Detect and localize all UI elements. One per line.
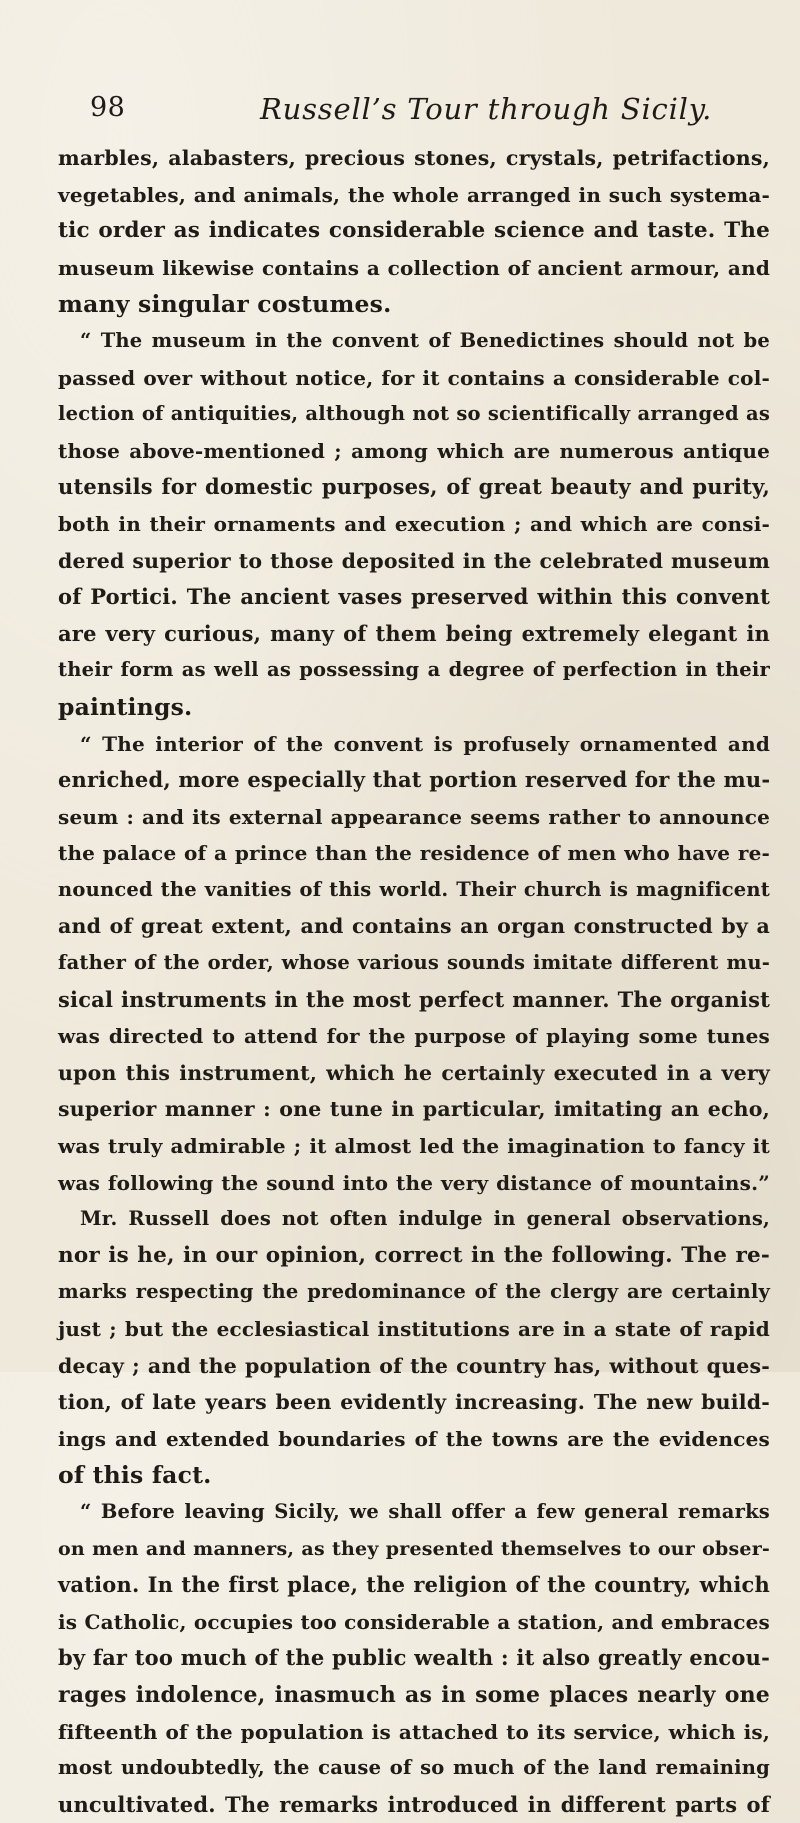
- text-line: fifteenth of the population is attached to its service, which is,: [58, 1719, 770, 1744]
- text-line: those above-mentioned ; among which are numerous antique: [58, 438, 770, 463]
- text-line: both in their ornaments and execution ; and which are consi-: [58, 511, 770, 536]
- text-line: is Catholic, occupies too considerable a station, and embraces: [58, 1609, 770, 1634]
- text-line: many singular costumes.: [58, 290, 392, 319]
- text-line: decay ; and the population of the country has, without ques-: [58, 1353, 770, 1378]
- text-line: tion, of late years been evidently increasing. The new build-: [58, 1390, 770, 1415]
- text-line: was following the sound into the very distance of mountains.”: [58, 1170, 770, 1195]
- running-head: [90, 92, 730, 132]
- text-line: paintings.: [58, 692, 193, 721]
- text-line: vegetables, and animals, the whole arranged in such systema-: [58, 182, 770, 207]
- text-line: lection of antiquities, although not so scientifically arranged as: [58, 402, 770, 426]
- text-line: are very curious, many of them being extremely elegant in: [58, 620, 770, 646]
- text-line: marks respecting the predominance of the clergy are certainly: [58, 1280, 770, 1304]
- text-line: uncultivated. The remarks introduced in different parts of: [58, 1791, 770, 1817]
- text-line: dered superior to those deposited in the celebrated museum: [58, 548, 770, 573]
- text-line: utensils for domestic purposes, of great beauty and purity,: [58, 474, 770, 500]
- text-line: seum : and its external appearance seems rather to announce: [58, 804, 770, 829]
- body-text: [58, 140, 770, 1823]
- text-line: of this fact.: [58, 1461, 212, 1490]
- text-line: their form as well as possessing a degree of perfection in their: [58, 658, 770, 682]
- text-line: ings and extended boundaries of the towns are the evidences: [58, 1426, 770, 1451]
- text-line: just ; but the ecclesiastical institutions are in a state of rapid: [58, 1317, 770, 1341]
- text-line: “ The museum in the convent of Benedictines should not be: [80, 328, 770, 352]
- text-line: vation. In the first place, the religion of the country, which: [58, 1572, 770, 1598]
- text-line: on men and manners, as they presented themselves to our obser-: [58, 1537, 770, 1560]
- text-line: marbles, alabasters, precious stones, crystals, petrifactions,: [58, 146, 770, 170]
- text-line: father of the order, whose various sounds imitate different mu-: [58, 951, 770, 975]
- text-line: was truly admirable ; it almost led the imagination to fancy it: [58, 1134, 770, 1159]
- text-line: upon this instrument, which he certainly executed in a very: [58, 1060, 770, 1085]
- text-line: passed over without notice, for it contains a considerable col-: [58, 365, 770, 390]
- page-number: 98: [90, 92, 126, 123]
- text-line: “ The interior of the convent is profusely ornamented and: [80, 731, 770, 756]
- text-line: the palace of a prince than the residence of men who have re-: [58, 841, 770, 866]
- text-line: superior manner : one tune in particular, imitating an echo,: [58, 1097, 770, 1122]
- text-line: was directed to attend for the purpose of playing some tunes: [58, 1024, 770, 1049]
- text-line: most undoubtedly, the cause of so much of the land remaining: [58, 1756, 770, 1780]
- text-line: tic order as indicates considerable science and taste. The: [58, 218, 770, 244]
- text-line: nor is he, in our opinion, correct in the following. The re-: [58, 1242, 770, 1268]
- text-line: nounced the vanities of this world. Their church is magnificent: [58, 877, 770, 901]
- text-line: rages indolence, inasmuch as in some places nearly one: [58, 1681, 770, 1708]
- text-line: “ Before leaving Sicily, we shall offer a few general remarks: [80, 1499, 770, 1523]
- text-line: enriched, more especially that portion reserved for the mu-: [58, 767, 771, 793]
- text-line: museum likewise contains a collection of ancient armour, and: [58, 255, 770, 280]
- running-title: Russell’s Tour through Sicily.: [260, 92, 713, 126]
- text-line: by far too much of the public wealth : it also greatly encou-: [58, 1645, 770, 1671]
- text-line: Mr. Russell does not often indulge in general observations,: [80, 1207, 770, 1231]
- text-line: sical instruments in the most perfect manner. The organist: [58, 986, 770, 1012]
- text-line: of Portici. The ancient vases preserved within this convent: [58, 584, 770, 610]
- text-line: and of great extent, and contains an organ constructed by a: [58, 914, 770, 939]
